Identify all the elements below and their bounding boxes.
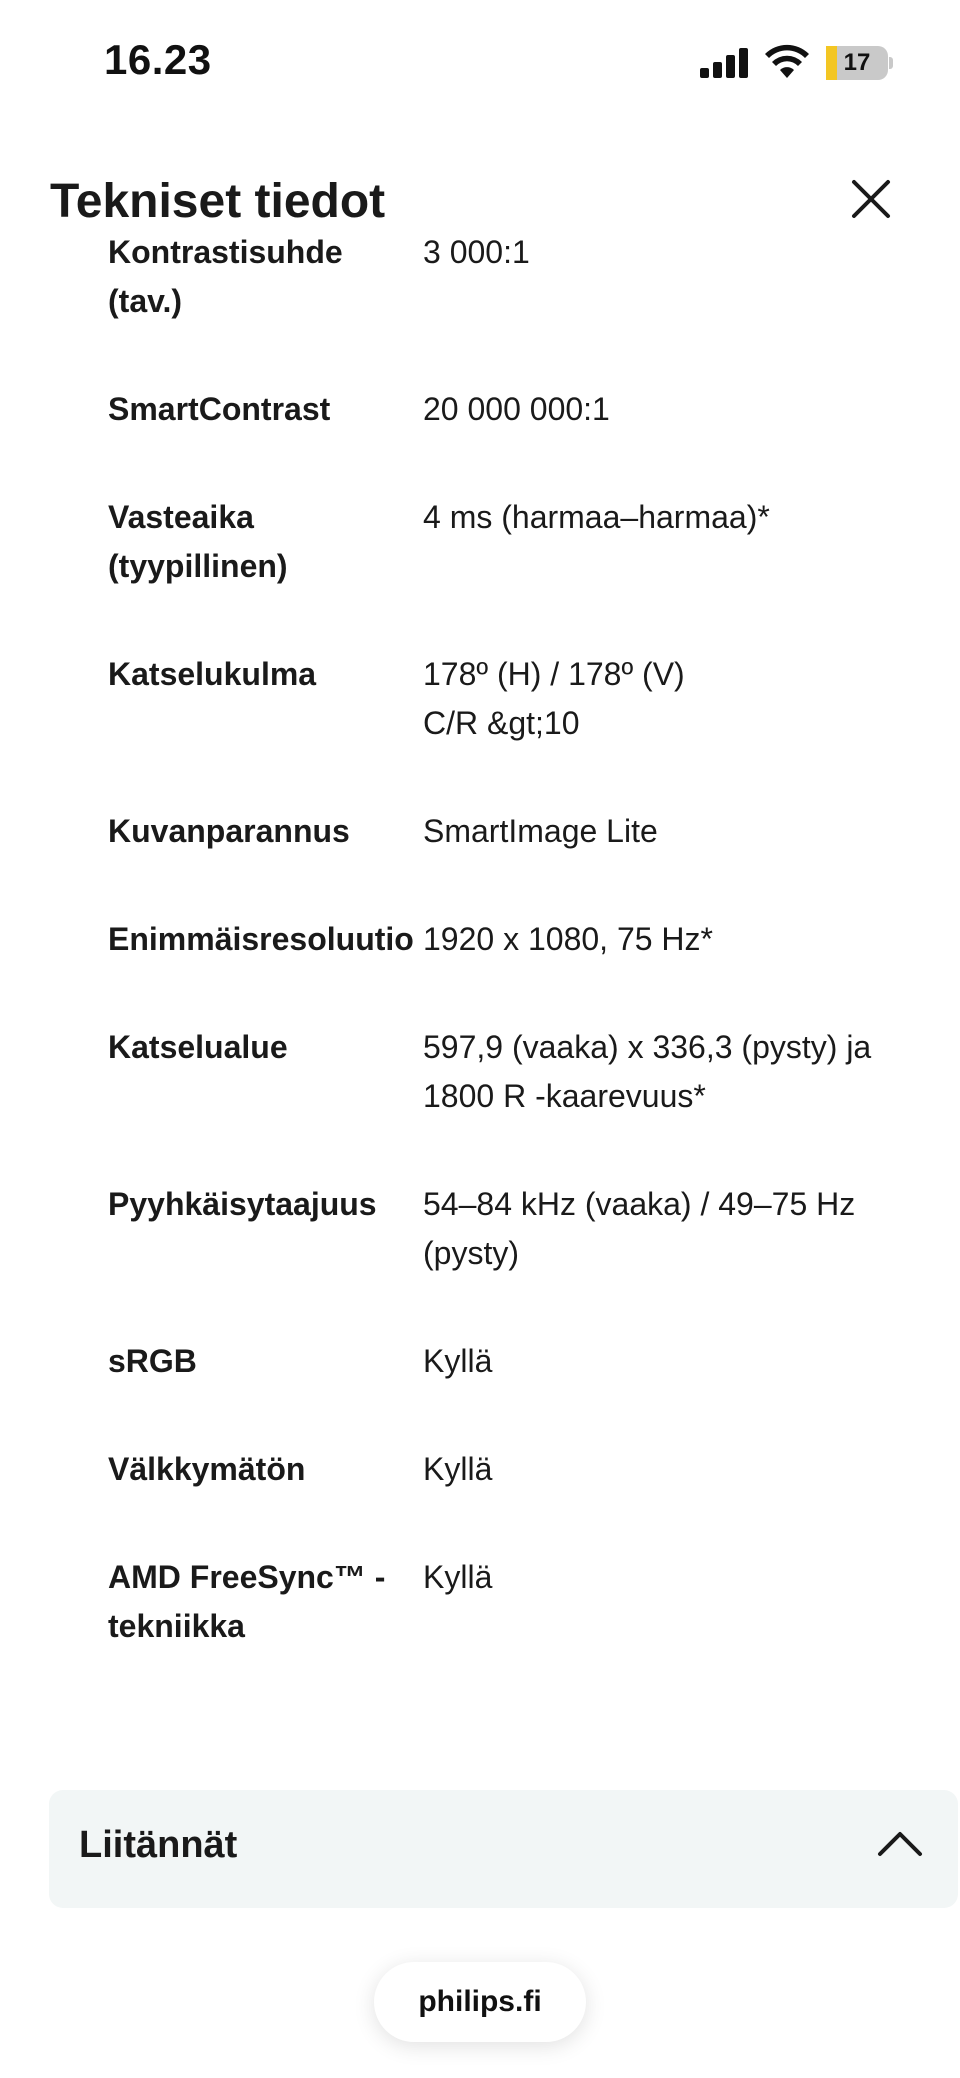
spec-label: Katselualue: [108, 1029, 288, 1065]
spec-label: Vasteaika (tyypillinen): [108, 499, 288, 584]
spec-list: [0, 228, 960, 1710]
spec-row: [0, 1023, 960, 1121]
spec-value: 1920 x 1080, 75 Hz*: [423, 921, 713, 957]
spec-row: [0, 650, 960, 748]
spec-label: Enimmäisresoluutio: [108, 921, 414, 957]
spec-row: [0, 1337, 960, 1386]
spec-value: Kyllä: [423, 1343, 493, 1379]
spec-value: 3 000:1: [423, 234, 530, 270]
spec-label: Kuvanparannus: [108, 813, 350, 849]
url-bar[interactable]: philips.fi: [374, 1962, 586, 2042]
spec-label: Pyyhkäisytaajuus: [108, 1186, 377, 1222]
spec-value: SmartImage Lite: [423, 813, 658, 849]
status-bar: [0, 0, 960, 120]
spec-value: 54–84 kHz (vaaka) / 49–75 Hz (pysty): [423, 1186, 856, 1271]
spec-value: Kyllä: [423, 1451, 493, 1487]
spec-value: 178º (H) / 178º (V) C/R &gt;10: [423, 656, 685, 741]
spec-row: [0, 1445, 960, 1494]
spec-row: [0, 915, 960, 964]
spec-label: SmartContrast: [108, 391, 331, 427]
wifi-icon: [764, 44, 810, 80]
spec-label: Katselukulma: [108, 656, 317, 692]
status-time: 16.23: [104, 36, 212, 83]
battery-icon: [826, 46, 892, 80]
spec-row: [0, 807, 960, 856]
spec-value: 4 ms (harmaa–harmaa)*: [423, 499, 770, 535]
chevron-up-icon[interactable]: [872, 1822, 928, 1862]
spec-row: [0, 493, 960, 591]
spec-row: [0, 1180, 960, 1278]
spec-value: Kyllä: [423, 1559, 493, 1595]
accordion-title: Liitännät: [79, 1824, 238, 1866]
spec-label: Kontrastisuhde (tav.): [108, 234, 343, 319]
spec-label: AMD FreeSync™ -tekniikka: [108, 1559, 386, 1644]
spec-row: [0, 228, 960, 326]
accordion-liitannat[interactable]: [49, 1790, 958, 1908]
spec-row: [0, 385, 960, 434]
spec-row: [0, 1553, 960, 1651]
spec-list-scroll[interactable]: [0, 234, 960, 1700]
close-icon[interactable]: [840, 168, 902, 230]
page-title: Tekniset tiedot: [50, 175, 386, 228]
cellular-signal-icon: [700, 48, 750, 78]
spec-value: 20 000 000:1: [423, 391, 610, 427]
spec-value: 597,9 (vaaka) x 336,3 (pysty) ja 1800 R -kaarevuus*: [423, 1029, 872, 1114]
spec-label: Välkkymätön: [108, 1451, 306, 1487]
battery-level: 17: [843, 49, 871, 76]
spec-label: sRGB: [108, 1343, 197, 1379]
